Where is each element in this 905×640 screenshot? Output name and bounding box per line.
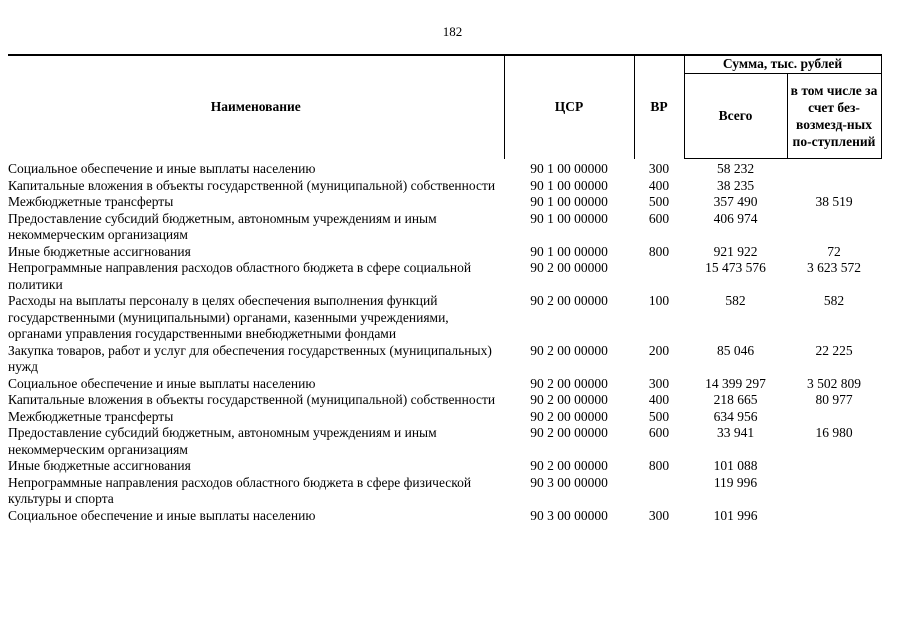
row-name: Межбюджетные трансферты xyxy=(8,408,174,424)
row-vr: 300 xyxy=(648,507,670,523)
row-total: 218 665 xyxy=(713,392,758,407)
table-row xyxy=(8,293,881,343)
table-row xyxy=(8,178,881,195)
row-csr: 90 2 00 00000 xyxy=(530,425,608,440)
row-total: 15 473 576 xyxy=(705,260,766,275)
row-total: 357 490 xyxy=(713,194,758,209)
row-name: Предоставление субсидий бюджетным, автономным учреждениям и иным некоммерческим организациям xyxy=(8,425,437,457)
row-vr: 500 xyxy=(648,408,670,424)
row-name: Социальное обеспечение и иные выплаты населению xyxy=(8,160,316,176)
row-name: Закупка товаров, работ и услуг для обеспечения государственных (муниципальных) нужд xyxy=(8,342,492,374)
row-vr xyxy=(634,475,684,508)
row-csr: 90 1 00 00000 xyxy=(530,160,608,176)
row-vr: 500 xyxy=(648,194,670,209)
row-name: Социальное обеспечение и иные выплаты населению xyxy=(8,507,316,523)
row-grant xyxy=(787,159,881,178)
header-sum: Сумма, тыс. рублей xyxy=(684,55,881,74)
row-csr: 90 1 00 00000 xyxy=(530,177,608,193)
table-row xyxy=(8,244,881,261)
row-grant xyxy=(787,475,881,508)
row-grant: 16 980 xyxy=(815,425,853,440)
row-grant: 38 519 xyxy=(815,194,853,209)
row-vr: 300 xyxy=(648,375,670,391)
table-row xyxy=(8,508,881,525)
table-row xyxy=(8,409,881,426)
row-grant: 80 977 xyxy=(815,392,853,407)
row-grant: 22 225 xyxy=(815,342,853,358)
row-csr: 90 3 00 00000 xyxy=(530,474,608,490)
row-name: Непрограммные направления расходов областного бюджета в сфере физической культуры и спорта xyxy=(8,474,472,506)
header-vr: ВР xyxy=(634,55,684,159)
header-grant: в том числе за счет без-возмезд-ных по-ступлений xyxy=(787,74,881,159)
row-name: Расходы на выплаты персоналу в целях обеспечения выполнения функций государственными (муниципальными) органами, казенными учреждениями, органами управления государственными внебюджетными фондами xyxy=(8,293,449,341)
table-row xyxy=(8,260,881,293)
row-name: Социальное обеспечение и иные выплаты населению xyxy=(8,375,316,391)
row-csr: 90 2 00 00000 xyxy=(530,458,608,473)
row-grant: 3 502 809 xyxy=(807,375,861,391)
header-csr: ЦСР xyxy=(504,55,634,159)
row-csr: 90 2 00 00000 xyxy=(530,342,608,358)
row-vr: 400 xyxy=(648,177,670,193)
row-name: Капитальные вложения в объекты государственной (муниципальной) собственности xyxy=(8,392,496,407)
row-total: 101 996 xyxy=(713,507,758,523)
table-row xyxy=(8,343,881,376)
row-total: 14 399 297 xyxy=(705,375,766,391)
row-vr xyxy=(634,260,684,293)
row-total: 58 232 xyxy=(716,161,755,176)
row-total: 119 996 xyxy=(713,474,758,490)
table-row xyxy=(8,475,881,508)
row-csr: 90 3 00 00000 xyxy=(530,507,608,523)
page-number: 182 xyxy=(442,24,463,39)
header-name: Наименование xyxy=(8,55,504,159)
row-name: Иные бюджетные ассигнования xyxy=(8,458,191,473)
row-grant xyxy=(787,409,881,426)
table-row xyxy=(8,392,881,409)
row-csr: 90 1 00 00000 xyxy=(530,194,608,209)
row-csr: 90 2 00 00000 xyxy=(530,408,608,424)
row-total: 101 088 xyxy=(713,458,758,473)
row-vr: 600 xyxy=(648,210,670,226)
row-name: Капитальные вложения в объекты государственной (муниципальной) собственности xyxy=(8,177,496,193)
row-csr: 90 1 00 00000 xyxy=(530,210,608,226)
row-vr: 200 xyxy=(648,342,670,358)
table-row xyxy=(8,211,881,244)
row-total: 38 235 xyxy=(716,177,755,193)
row-vr: 600 xyxy=(648,425,670,440)
row-name: Межбюджетные трансферты xyxy=(8,194,174,209)
row-grant: 72 xyxy=(827,243,841,259)
row-name: Предоставление субсидий бюджетным, автономным учреждениям и иным некоммерческим организациям xyxy=(8,210,437,242)
table-body xyxy=(8,159,881,525)
row-vr: 100 xyxy=(648,293,670,308)
table-row xyxy=(8,425,881,458)
table-row xyxy=(8,376,881,393)
row-grant: 3 623 572 xyxy=(807,260,861,275)
row-grant xyxy=(787,508,881,525)
row-csr: 90 1 00 00000 xyxy=(530,243,608,259)
row-total: 85 046 xyxy=(716,342,755,358)
table-header xyxy=(8,55,881,159)
row-csr: 90 2 00 00000 xyxy=(530,293,608,308)
row-csr: 90 2 00 00000 xyxy=(530,260,608,275)
table-row xyxy=(8,458,881,475)
row-vr: 800 xyxy=(648,243,670,259)
row-total: 582 xyxy=(725,293,746,308)
row-grant xyxy=(787,211,881,244)
row-total: 406 974 xyxy=(713,210,758,226)
row-total: 921 922 xyxy=(713,243,758,259)
row-vr: 800 xyxy=(648,458,670,473)
row-grant xyxy=(787,458,881,475)
row-csr: 90 2 00 00000 xyxy=(530,375,608,391)
row-total: 33 941 xyxy=(716,425,755,440)
row-csr: 90 2 00 00000 xyxy=(530,392,608,407)
budget-table xyxy=(8,54,882,524)
row-total: 634 956 xyxy=(713,408,758,424)
header-total: Всего xyxy=(684,74,787,159)
row-name: Иные бюджетные ассигнования xyxy=(8,243,191,259)
row-name: Непрограммные направления расходов областного бюджета в сфере социальной политики xyxy=(8,260,472,292)
table-row xyxy=(8,159,881,178)
table-row xyxy=(8,194,881,211)
row-grant: 582 xyxy=(823,293,845,308)
row-vr: 300 xyxy=(648,160,670,176)
row-grant xyxy=(787,178,881,195)
row-vr: 400 xyxy=(648,392,670,407)
